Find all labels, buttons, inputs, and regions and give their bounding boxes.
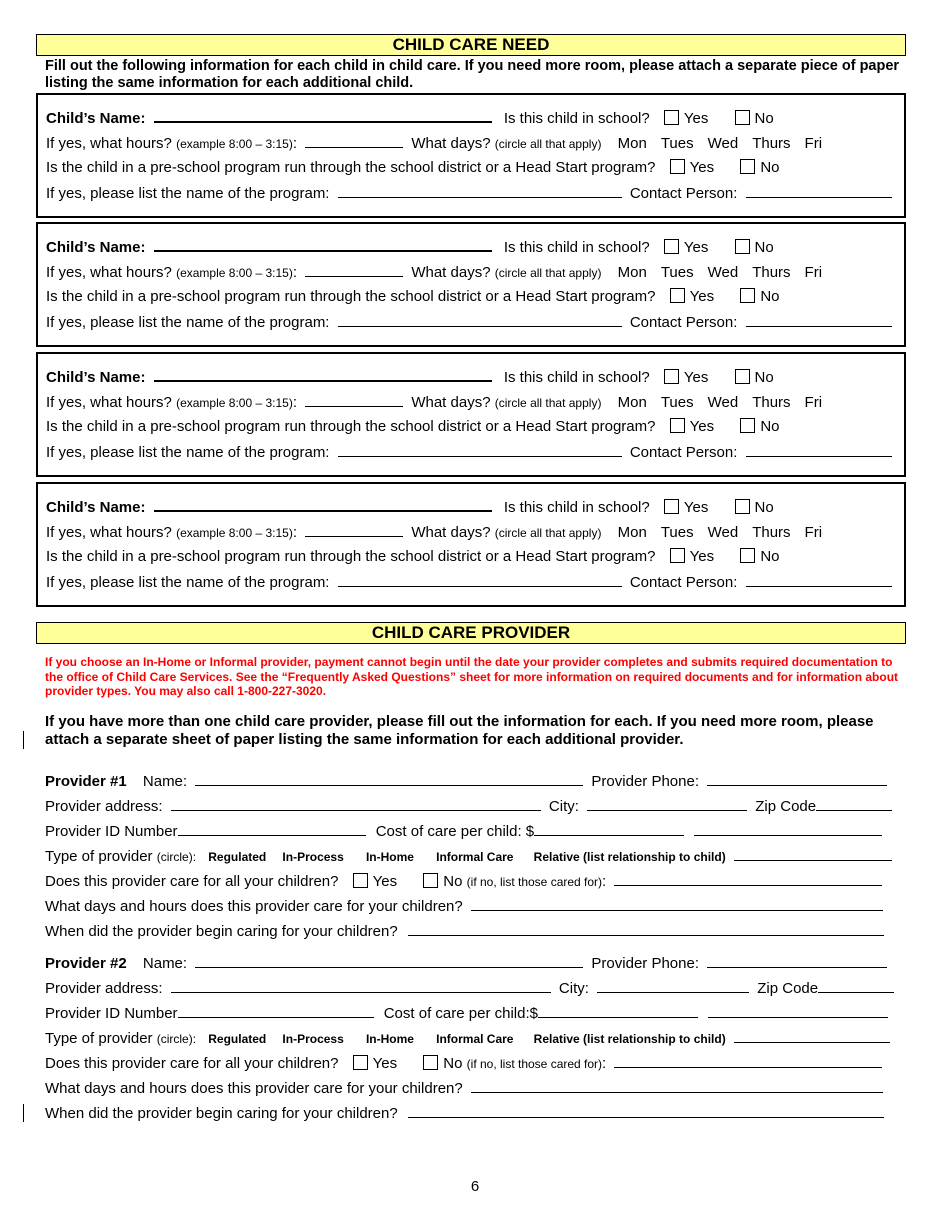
no-label: No — [760, 548, 780, 565]
program-question: If yes, please list the name of the program: — [46, 314, 330, 331]
yes-label: Yes — [683, 499, 709, 516]
provider-row — [45, 1103, 900, 1123]
all-children-no-checkbox[interactable] — [423, 873, 438, 888]
provider-row — [45, 896, 900, 916]
hours-question: If yes, what hours? — [46, 394, 172, 411]
no-label: No — [443, 1055, 463, 1072]
in-school-no-checkbox[interactable] — [735, 239, 750, 254]
day-tues[interactable]: Tues — [660, 264, 694, 281]
type-informal-care[interactable]: Informal Care — [436, 1032, 514, 1046]
yes-label: Yes — [689, 548, 715, 565]
no-label: No — [760, 418, 780, 435]
provider-type-label: Type of provider — [45, 1030, 153, 1047]
colon: : — [602, 1055, 607, 1072]
provider-row — [45, 821, 900, 841]
in-school-question: Is this child in school? — [503, 239, 650, 256]
days-question: What days? — [411, 394, 491, 411]
zip-code-label: Zip Code — [757, 980, 819, 997]
preschool-yes-checkbox[interactable] — [670, 159, 685, 174]
program-name-field[interactable] — [338, 442, 622, 457]
child-block-4 — [36, 482, 906, 607]
days-hint: (circle all that apply) — [494, 266, 602, 280]
cost-of-care-extra-field[interactable] — [708, 1003, 888, 1018]
begin-question: When did the provider begin caring for your children? — [45, 923, 398, 940]
day-fri[interactable]: Fri — [804, 135, 823, 152]
type-regulated[interactable]: Regulated — [208, 1032, 267, 1046]
days-question: What days? — [411, 135, 491, 152]
day-tues[interactable]: Tues — [660, 394, 694, 411]
child-name-label: Child’s Name: — [46, 499, 146, 516]
revision-bar — [23, 731, 24, 749]
hours-example: (example 8:00 – 3:15) — [176, 137, 293, 151]
all-children-no-checkbox[interactable] — [423, 1055, 438, 1070]
days-hint: (circle all that apply) — [494, 396, 602, 410]
no-label: No — [754, 110, 774, 127]
type-relative[interactable]: Relative (list relationship to child) — [533, 1032, 726, 1046]
in-school-yes-checkbox[interactable] — [664, 369, 679, 384]
days-hours-question: What days and hours does this provider care for your children? — [45, 898, 463, 915]
child-name-label: Child’s Name: — [46, 239, 146, 256]
in-school-yes-checkbox[interactable] — [664, 239, 679, 254]
children-cared-for-field[interactable] — [614, 1053, 882, 1068]
yes-label: Yes — [689, 418, 715, 435]
days-hours-question: What days and hours does this provider care for your children? — [45, 1080, 463, 1097]
provider-row — [45, 771, 900, 791]
day-wed[interactable]: Wed — [707, 524, 739, 541]
child-name-label: Child’s Name: — [46, 369, 146, 386]
preschool-yes-checkbox[interactable] — [670, 288, 685, 303]
no-label: No — [760, 288, 780, 305]
all-children-yes-checkbox[interactable] — [353, 873, 368, 888]
in-school-no-checkbox[interactable] — [735, 369, 750, 384]
days-question: What days? — [411, 264, 491, 281]
hours-question: If yes, what hours? — [46, 524, 172, 541]
hours-example: (example 8:00 – 3:15) — [176, 266, 293, 280]
in-school-question: Is this child in school? — [503, 369, 650, 386]
preschool-no-checkbox[interactable] — [740, 288, 755, 303]
city-label: City: — [558, 980, 589, 997]
yes-label: Yes — [689, 159, 715, 176]
day-fri[interactable]: Fri — [804, 524, 823, 541]
contact-person-label: Contact Person: — [629, 314, 738, 331]
program-question: If yes, please list the name of the program: — [46, 185, 330, 202]
contact-person-field[interactable] — [746, 183, 892, 198]
in-school-question: Is this child in school? — [503, 499, 650, 516]
child-block-2 — [36, 222, 906, 347]
provider-name-field[interactable] — [195, 953, 583, 968]
provider-instruction: If you have more than one child care provider, please fill out the information for each. If you need more room, please attach a separate sheet of paper listing the same information for each additional provider. — [45, 713, 874, 748]
day-fri[interactable]: Fri — [804, 264, 823, 281]
no-label: No — [760, 159, 780, 176]
provider-label: Provider #2 — [45, 955, 127, 972]
no-label: No — [443, 873, 463, 890]
provider-warning: If you choose an In-Home or Informal provider, payment cannot begin until the date your provider completes and submits required documentation to the office of Child Care Services. See the “Frequently Asked Questions” sheet for more information on required documents and for information about provider types. You may also call 1-800-227-3020. — [45, 655, 899, 698]
zip-code-label: Zip Code — [755, 798, 817, 815]
days-hours-field[interactable] — [471, 1078, 883, 1093]
provider-row — [45, 1028, 900, 1048]
hours-field[interactable] — [305, 262, 403, 277]
provider-address-field[interactable] — [171, 796, 541, 811]
all-children-yes-checkbox[interactable] — [353, 1055, 368, 1070]
in-school-yes-checkbox[interactable] — [664, 499, 679, 514]
child-care-need-intro: Fill out the following information for each child in child care. If you need more room, please attach a separate piece of paper listing the same information for each additional child. — [45, 58, 900, 91]
program-name-field[interactable] — [338, 572, 622, 587]
no-label: No — [754, 369, 774, 386]
child-name-label: Child’s Name: — [46, 110, 146, 127]
day-wed[interactable]: Wed — [707, 394, 739, 411]
city-field[interactable] — [587, 796, 747, 811]
days-list — [618, 135, 822, 152]
cost-of-care-label: Cost of care per child:$ — [383, 1005, 538, 1022]
provider-phone-field[interactable] — [707, 771, 887, 786]
preschool-question: Is the child in a pre-school program run through the school district or a Head Start program? — [46, 159, 656, 176]
child-block-1 — [36, 93, 906, 218]
provider-address-label: Provider address: — [45, 798, 163, 815]
program-question: If yes, please list the name of the program: — [46, 574, 330, 591]
day-thurs[interactable]: Thurs — [752, 524, 791, 541]
city-label: City: — [548, 798, 579, 815]
provider-phone-field[interactable] — [707, 953, 887, 968]
program-name-field[interactable] — [338, 312, 622, 327]
zip-code-field[interactable] — [816, 796, 892, 811]
type-in-process[interactable]: In-Process — [282, 850, 344, 864]
days-question: What days? — [411, 524, 491, 541]
colon: : — [292, 394, 297, 411]
provider-address-field[interactable] — [171, 978, 551, 993]
day-wed[interactable]: Wed — [707, 135, 739, 152]
provider-phone-label: Provider Phone: — [591, 773, 699, 790]
type-informal-care[interactable]: Informal Care — [436, 850, 514, 864]
colon: : — [292, 264, 297, 281]
provider-label: Provider #1 — [45, 773, 127, 790]
days-list — [618, 524, 822, 541]
type-regulated[interactable]: Regulated — [208, 850, 267, 864]
provider-name-label: Name: — [142, 773, 188, 790]
day-tues[interactable]: Tues — [660, 135, 694, 152]
page-number: 6 — [470, 1178, 480, 1195]
day-thurs[interactable]: Thurs — [752, 394, 791, 411]
yes-label: Yes — [683, 369, 709, 386]
yes-label: Yes — [683, 110, 709, 127]
zip-code-field[interactable] — [818, 978, 894, 993]
preschool-no-checkbox[interactable] — [740, 548, 755, 563]
child-name-field[interactable] — [154, 237, 492, 252]
in-school-no-checkbox[interactable] — [735, 110, 750, 125]
preschool-yes-checkbox[interactable] — [670, 548, 685, 563]
relationship-field[interactable] — [734, 846, 892, 861]
in-school-question: Is this child in school? — [503, 110, 650, 127]
provider-type-hint: (circle): — [156, 1032, 197, 1046]
begin-question: When did the provider begin caring for your children? — [45, 1105, 398, 1122]
colon: : — [602, 873, 607, 890]
children-cared-for-field[interactable] — [614, 871, 882, 886]
contact-person-label: Contact Person: — [629, 574, 738, 591]
hours-question: If yes, what hours? — [46, 264, 172, 281]
provider-row — [45, 796, 900, 816]
provider-id-field[interactable] — [178, 1003, 374, 1018]
provider-address-label: Provider address: — [45, 980, 163, 997]
cost-of-care-field[interactable] — [534, 821, 684, 836]
provider-phone-label: Provider Phone: — [591, 955, 699, 972]
provider-id-label: Provider ID Number — [45, 1005, 178, 1022]
no-hint: (if no, list those cared for) — [466, 875, 603, 889]
day-mon[interactable]: Mon — [617, 394, 647, 411]
hours-example: (example 8:00 – 3:15) — [176, 396, 293, 410]
hours-field[interactable] — [305, 522, 403, 537]
contact-person-label: Contact Person: — [629, 185, 738, 202]
preschool-no-checkbox[interactable] — [740, 418, 755, 433]
provider-row — [45, 1053, 900, 1073]
cost-of-care-label: Cost of care per child: $ — [375, 823, 535, 840]
hours-question: If yes, what hours? — [46, 135, 172, 152]
provider-name-field[interactable] — [195, 771, 583, 786]
cost-of-care-extra-field[interactable] — [694, 821, 882, 836]
in-school-yes-checkbox[interactable] — [664, 110, 679, 125]
revision-bar — [23, 1104, 24, 1122]
child-care-provider-header: CHILD CARE PROVIDER — [36, 622, 906, 644]
provider-row — [45, 871, 900, 891]
contact-person-field[interactable] — [746, 312, 892, 327]
provider-type-hint: (circle): — [156, 850, 197, 864]
provider-id-label: Provider ID Number — [45, 823, 178, 840]
day-wed[interactable]: Wed — [707, 264, 739, 281]
provider-type-label: Type of provider — [45, 848, 153, 865]
days-hint: (circle all that apply) — [494, 137, 602, 151]
begin-date-field[interactable] — [408, 921, 884, 936]
hours-example: (example 8:00 – 3:15) — [176, 526, 293, 540]
provider-name-label: Name: — [142, 955, 188, 972]
provider-row — [45, 978, 900, 998]
all-children-question: Does this provider care for all your children? — [45, 873, 339, 890]
days-hint: (circle all that apply) — [494, 526, 602, 540]
provider-row — [45, 1003, 900, 1023]
no-label: No — [754, 239, 774, 256]
day-tues[interactable]: Tues — [660, 524, 694, 541]
day-thurs[interactable]: Thurs — [752, 264, 791, 281]
provider-id-field[interactable] — [178, 821, 366, 836]
cost-of-care-field[interactable] — [538, 1003, 698, 1018]
colon: : — [292, 135, 297, 152]
type-in-home[interactable]: In-Home — [365, 1032, 414, 1046]
relationship-field[interactable] — [734, 1028, 890, 1043]
all-children-question: Does this provider care for all your children? — [45, 1055, 339, 1072]
days-hours-field[interactable] — [471, 896, 883, 911]
hours-field[interactable] — [305, 133, 403, 148]
provider-row — [45, 921, 900, 941]
day-thurs[interactable]: Thurs — [752, 135, 791, 152]
provider-row — [45, 846, 900, 866]
yes-label: Yes — [372, 1055, 398, 1072]
child-name-field[interactable] — [154, 108, 492, 123]
preschool-no-checkbox[interactable] — [740, 159, 755, 174]
preschool-question: Is the child in a pre-school program run through the school district or a Head Start program? — [46, 418, 656, 435]
program-question: If yes, please list the name of the program: — [46, 444, 330, 461]
program-name-field[interactable] — [338, 183, 622, 198]
child-name-field[interactable] — [154, 497, 492, 512]
yes-label: Yes — [689, 288, 715, 305]
preschool-question: Is the child in a pre-school program run through the school district or a Head Start program? — [46, 288, 656, 305]
type-in-home[interactable]: In-Home — [365, 850, 414, 864]
preschool-yes-checkbox[interactable] — [670, 418, 685, 433]
city-field[interactable] — [597, 978, 749, 993]
type-relative[interactable]: Relative (list relationship to child) — [533, 850, 726, 864]
provider-row — [45, 1078, 900, 1098]
contact-person-field[interactable] — [746, 442, 892, 457]
days-list — [618, 394, 822, 411]
preschool-question: Is the child in a pre-school program run through the school district or a Head Start program? — [46, 548, 656, 565]
provider-row — [45, 953, 900, 973]
day-fri[interactable]: Fri — [804, 394, 823, 411]
day-mon[interactable]: Mon — [617, 264, 647, 281]
colon: : — [292, 524, 297, 541]
yes-label: Yes — [683, 239, 709, 256]
begin-date-field[interactable] — [408, 1103, 884, 1118]
day-mon[interactable]: Mon — [617, 135, 647, 152]
in-school-no-checkbox[interactable] — [735, 499, 750, 514]
day-mon[interactable]: Mon — [617, 524, 647, 541]
child-block-3 — [36, 352, 906, 477]
child-care-need-header: CHILD CARE NEED — [36, 34, 906, 56]
no-hint: (if no, list those cared for) — [466, 1057, 603, 1071]
contact-person-field[interactable] — [746, 572, 892, 587]
child-name-field[interactable] — [154, 367, 492, 382]
days-list — [618, 264, 822, 281]
no-label: No — [754, 499, 774, 516]
yes-label: Yes — [372, 873, 398, 890]
type-in-process[interactable]: In-Process — [282, 1032, 344, 1046]
contact-person-label: Contact Person: — [629, 444, 738, 461]
hours-field[interactable] — [305, 392, 403, 407]
